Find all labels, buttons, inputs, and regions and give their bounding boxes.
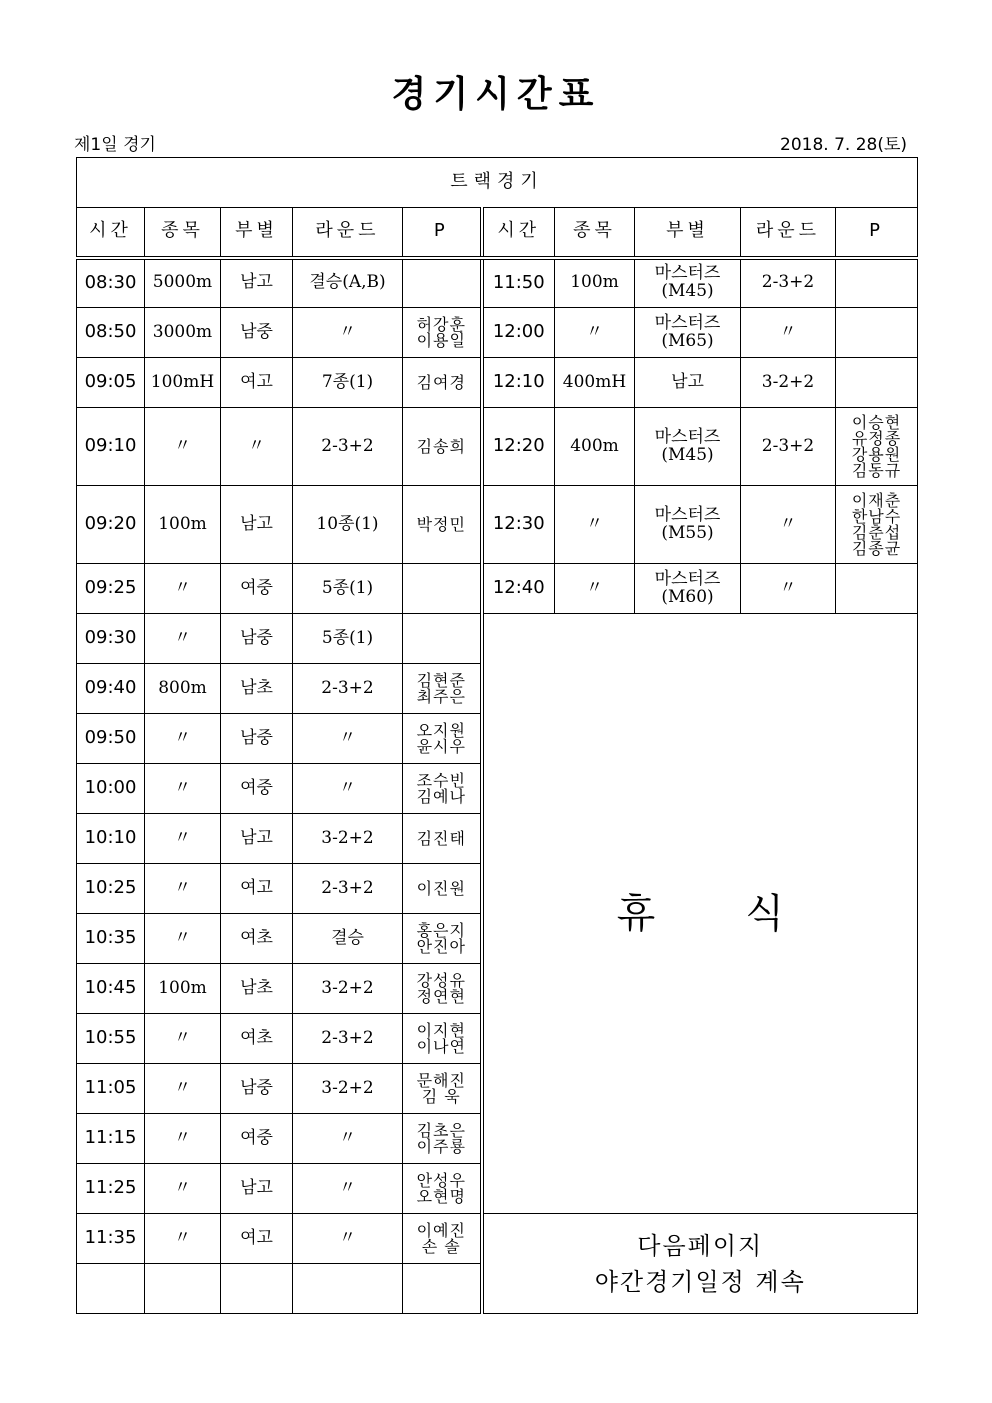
athlete-name: 문해진 bbox=[416, 1070, 466, 1090]
athlete-name: 조수빈 bbox=[416, 770, 466, 790]
athletes-cell bbox=[403, 308, 482, 358]
round-cell: 〃 bbox=[293, 714, 403, 764]
time-cell: 10:10 bbox=[77, 814, 145, 864]
athlete-name: 김여경 bbox=[416, 372, 466, 392]
column-header: 종목 bbox=[555, 208, 635, 258]
round-cell: 5종(1) bbox=[293, 564, 403, 614]
athlete-name: 정연현 bbox=[416, 986, 466, 1006]
division-line: (M45) bbox=[661, 281, 714, 302]
event-cell: 〃 bbox=[145, 1214, 221, 1264]
event-cell: 800m bbox=[145, 664, 221, 714]
event-cell: 〃 bbox=[145, 814, 221, 864]
athlete-name: 김초은 bbox=[416, 1120, 466, 1140]
time-cell: 09:30 bbox=[77, 614, 145, 664]
division-line: (M55) bbox=[661, 522, 714, 543]
event-cell: 〃 bbox=[555, 564, 635, 614]
athlete-name: 김송희 bbox=[416, 436, 466, 456]
division-cell: 〃 bbox=[221, 408, 293, 486]
event-cell: 〃 bbox=[145, 564, 221, 614]
table-row bbox=[77, 358, 918, 408]
athlete-name: 박정민 bbox=[416, 514, 466, 534]
column-header: 종목 bbox=[145, 208, 221, 258]
athletes-cell bbox=[403, 358, 482, 408]
division-cell: 남중 bbox=[221, 1064, 293, 1114]
round-cell: 〃 bbox=[741, 564, 836, 614]
time-cell: 10:00 bbox=[77, 764, 145, 814]
column-header: 부별 bbox=[221, 208, 293, 258]
athletes-cell bbox=[403, 1214, 482, 1264]
time-cell: 08:50 bbox=[77, 308, 145, 358]
round-cell: 결승 bbox=[293, 914, 403, 964]
time-cell: 09:20 bbox=[77, 486, 145, 564]
athletes-cell bbox=[403, 714, 482, 764]
time-cell: 12:30 bbox=[482, 486, 555, 564]
athletes-cell bbox=[836, 486, 918, 564]
division-cell: 여초 bbox=[221, 1014, 293, 1064]
round-cell: 〃 bbox=[741, 308, 836, 358]
schedule-table bbox=[76, 157, 918, 1314]
round-cell: 10종(1) bbox=[293, 486, 403, 564]
athletes-cell bbox=[403, 964, 482, 1014]
event-cell: 100mH bbox=[145, 358, 221, 408]
division-cell: 여초 bbox=[221, 914, 293, 964]
round-cell: 3-2+2 bbox=[293, 964, 403, 1014]
athlete-name: 유정종 bbox=[851, 428, 902, 448]
athletes-cell bbox=[403, 1014, 482, 1064]
division-cell bbox=[635, 486, 741, 564]
time-cell: 09:05 bbox=[77, 358, 145, 408]
event-cell: 〃 bbox=[145, 408, 221, 486]
table-row bbox=[77, 614, 918, 664]
division-cell: 남고 bbox=[221, 1164, 293, 1214]
athletes-cell bbox=[836, 408, 918, 486]
day-label: 제1일 경기 bbox=[74, 135, 156, 155]
athletes-cell bbox=[403, 408, 482, 486]
section-title: 트랙경기 bbox=[77, 158, 918, 208]
event-cell: 5000m bbox=[145, 258, 221, 308]
athlete-name: 이진원 bbox=[416, 878, 466, 898]
event-cell: 〃 bbox=[145, 714, 221, 764]
round-cell bbox=[293, 1264, 403, 1314]
athletes-cell bbox=[403, 614, 482, 664]
round-cell: 〃 bbox=[741, 486, 836, 564]
section-row bbox=[77, 158, 918, 208]
athlete-name: 이주룡 bbox=[416, 1136, 466, 1156]
round-cell: 5종(1) bbox=[293, 614, 403, 664]
athlete-name: 김예나 bbox=[416, 786, 466, 806]
event-cell: 3000m bbox=[145, 308, 221, 358]
time-cell: 09:40 bbox=[77, 664, 145, 714]
round-cell: 7종(1) bbox=[293, 358, 403, 408]
athlete-name: 김동규 bbox=[851, 460, 902, 480]
column-header: 시간 bbox=[482, 208, 555, 258]
time-cell: 10:45 bbox=[77, 964, 145, 1014]
athletes-cell bbox=[836, 358, 918, 408]
division-cell: 여고 bbox=[221, 1214, 293, 1264]
time-cell: 11:35 bbox=[77, 1214, 145, 1264]
athletes-cell bbox=[403, 914, 482, 964]
division-line: 마스터즈 bbox=[654, 568, 721, 589]
event-cell: 〃 bbox=[145, 914, 221, 964]
round-cell: 결승(A,B) bbox=[293, 258, 403, 308]
round-cell: 2-3+2 bbox=[293, 864, 403, 914]
rest-cell: 휴식 bbox=[482, 614, 918, 1214]
event-cell: 400m bbox=[555, 408, 635, 486]
athletes-cell bbox=[403, 1064, 482, 1114]
column-header: 라운드 bbox=[741, 208, 836, 258]
athletes-cell bbox=[403, 764, 482, 814]
athlete-name: 홍은지 bbox=[416, 920, 466, 940]
division-cell: 여중 bbox=[221, 1114, 293, 1164]
event-cell: 400mH bbox=[555, 358, 635, 408]
athletes-cell bbox=[403, 1114, 482, 1164]
round-cell: 2-3+2 bbox=[293, 408, 403, 486]
athlete-name: 이나연 bbox=[416, 1036, 466, 1056]
time-cell: 08:30 bbox=[77, 258, 145, 308]
division-cell: 여중 bbox=[221, 764, 293, 814]
division-cell bbox=[635, 358, 741, 408]
round-cell: 2-3+2 bbox=[293, 1014, 403, 1064]
athletes-cell bbox=[403, 258, 482, 308]
round-cell: 2-3+2 bbox=[293, 664, 403, 714]
time-cell: 12:00 bbox=[482, 308, 555, 358]
division-cell: 남초 bbox=[221, 664, 293, 714]
event-cell: 〃 bbox=[145, 1064, 221, 1114]
event-cell: 100m bbox=[145, 486, 221, 564]
division-cell: 남중 bbox=[221, 614, 293, 664]
athlete-name: 오현명 bbox=[416, 1186, 466, 1206]
round-cell: 3-2+2 bbox=[293, 814, 403, 864]
round-cell: 〃 bbox=[293, 1114, 403, 1164]
table-row bbox=[77, 1214, 918, 1264]
division-cell: 남중 bbox=[221, 308, 293, 358]
athlete-name: 이용일 bbox=[416, 330, 466, 350]
athlete-name: 안성우 bbox=[416, 1170, 466, 1190]
event-cell: 〃 bbox=[555, 486, 635, 564]
date-label: 2018. 7. 28(토) bbox=[780, 135, 908, 155]
division-cell bbox=[635, 308, 741, 358]
division-line: 마스터즈 bbox=[654, 426, 721, 447]
division-line: (M60) bbox=[661, 586, 714, 607]
column-header: P bbox=[836, 208, 918, 258]
time-cell: 09:50 bbox=[77, 714, 145, 764]
column-header: P bbox=[403, 208, 482, 258]
table-row bbox=[77, 486, 918, 564]
athlete-name: 오지원 bbox=[416, 720, 466, 740]
round-cell: 〃 bbox=[293, 764, 403, 814]
athlete-name: 김 욱 bbox=[421, 1086, 461, 1106]
athlete-name: 안진아 bbox=[416, 936, 466, 956]
division-cell: 남초 bbox=[221, 964, 293, 1014]
table-row bbox=[77, 408, 918, 486]
time-cell: 12:40 bbox=[482, 564, 555, 614]
division-cell: 여고 bbox=[221, 864, 293, 914]
event-cell: 100m bbox=[145, 964, 221, 1014]
division-line: 마스터즈 bbox=[654, 263, 721, 284]
column-header: 부별 bbox=[635, 208, 741, 258]
time-cell: 12:10 bbox=[482, 358, 555, 408]
header-row bbox=[77, 208, 918, 258]
athletes-cell bbox=[403, 664, 482, 714]
division-cell: 남중 bbox=[221, 714, 293, 764]
event-cell: 〃 bbox=[555, 308, 635, 358]
athletes-cell bbox=[836, 564, 918, 614]
athlete-name: 최주은 bbox=[416, 686, 466, 706]
round-cell: 〃 bbox=[293, 1214, 403, 1264]
athlete-name: 김현준 bbox=[416, 670, 466, 690]
column-header: 라운드 bbox=[293, 208, 403, 258]
division-line: (M65) bbox=[661, 330, 714, 351]
round-cell: 〃 bbox=[293, 308, 403, 358]
division-cell: 여중 bbox=[221, 564, 293, 614]
division-cell bbox=[221, 1264, 293, 1314]
athlete-name: 강성유 bbox=[416, 970, 466, 990]
time-cell: 10:55 bbox=[77, 1014, 145, 1064]
time-cell bbox=[77, 1264, 145, 1314]
division-line: 남고 bbox=[671, 371, 704, 392]
athletes-cell bbox=[403, 486, 482, 564]
time-cell: 12:20 bbox=[482, 408, 555, 486]
time-cell: 11:50 bbox=[482, 258, 555, 308]
division-cell: 남고 bbox=[221, 814, 293, 864]
round-cell: 3-2+2 bbox=[741, 358, 836, 408]
continued-line: 야간경기일정 계속 bbox=[594, 1267, 806, 1296]
athletes-cell bbox=[836, 308, 918, 358]
athlete-name: 이지현 bbox=[416, 1020, 466, 1040]
time-cell: 09:10 bbox=[77, 408, 145, 486]
athletes-cell bbox=[403, 814, 482, 864]
athletes-cell bbox=[403, 1264, 482, 1314]
division-cell: 남고 bbox=[221, 258, 293, 308]
athlete-name: 한남수 bbox=[851, 506, 902, 526]
table-row bbox=[77, 258, 918, 308]
division-line: (M45) bbox=[661, 444, 714, 465]
event-cell: 〃 bbox=[145, 614, 221, 664]
athletes-cell bbox=[403, 1164, 482, 1214]
continued-line: 다음페이지 bbox=[637, 1231, 764, 1260]
athletes-cell bbox=[403, 864, 482, 914]
athletes-cell bbox=[403, 564, 482, 614]
athlete-name: 김종균 bbox=[851, 538, 902, 558]
athletes-cell bbox=[836, 258, 918, 308]
time-cell: 11:05 bbox=[77, 1064, 145, 1114]
division-cell bbox=[635, 564, 741, 614]
round-cell: 2-3+2 bbox=[741, 408, 836, 486]
athlete-name: 김진태 bbox=[416, 828, 466, 848]
event-cell bbox=[145, 1264, 221, 1314]
round-cell: 2-3+2 bbox=[741, 258, 836, 308]
division-cell bbox=[635, 258, 741, 308]
round-cell: 〃 bbox=[293, 1164, 403, 1214]
athlete-name: 이예진 bbox=[416, 1220, 466, 1240]
table-row bbox=[77, 308, 918, 358]
division-cell bbox=[635, 408, 741, 486]
athlete-name: 허강훈 bbox=[416, 314, 466, 334]
athlete-name: 손 솔 bbox=[421, 1236, 461, 1256]
event-cell: 〃 bbox=[145, 864, 221, 914]
column-header: 시간 bbox=[77, 208, 145, 258]
event-cell: 100m bbox=[555, 258, 635, 308]
division-line: 마스터즈 bbox=[654, 504, 721, 525]
time-cell: 11:25 bbox=[77, 1164, 145, 1214]
athlete-name: 윤시우 bbox=[416, 736, 466, 756]
division-cell: 여고 bbox=[221, 358, 293, 408]
athlete-name: 강용원 bbox=[851, 444, 902, 464]
page-title: 경기시간표 bbox=[391, 74, 601, 115]
time-cell: 11:15 bbox=[77, 1114, 145, 1164]
continued-note bbox=[482, 1214, 918, 1314]
round-cell: 3-2+2 bbox=[293, 1064, 403, 1114]
time-cell: 09:25 bbox=[77, 564, 145, 614]
athlete-name: 김춘섭 bbox=[851, 522, 902, 542]
event-cell: 〃 bbox=[145, 1114, 221, 1164]
time-cell: 10:35 bbox=[77, 914, 145, 964]
athlete-name: 이승현 bbox=[851, 412, 902, 432]
event-cell: 〃 bbox=[145, 764, 221, 814]
table-row bbox=[77, 564, 918, 614]
division-cell: 남고 bbox=[221, 486, 293, 564]
event-cell: 〃 bbox=[145, 1014, 221, 1064]
event-cell: 〃 bbox=[145, 1164, 221, 1214]
time-cell: 10:25 bbox=[77, 864, 145, 914]
athlete-name: 이재춘 bbox=[851, 490, 902, 510]
division-line: 마스터즈 bbox=[654, 312, 721, 333]
